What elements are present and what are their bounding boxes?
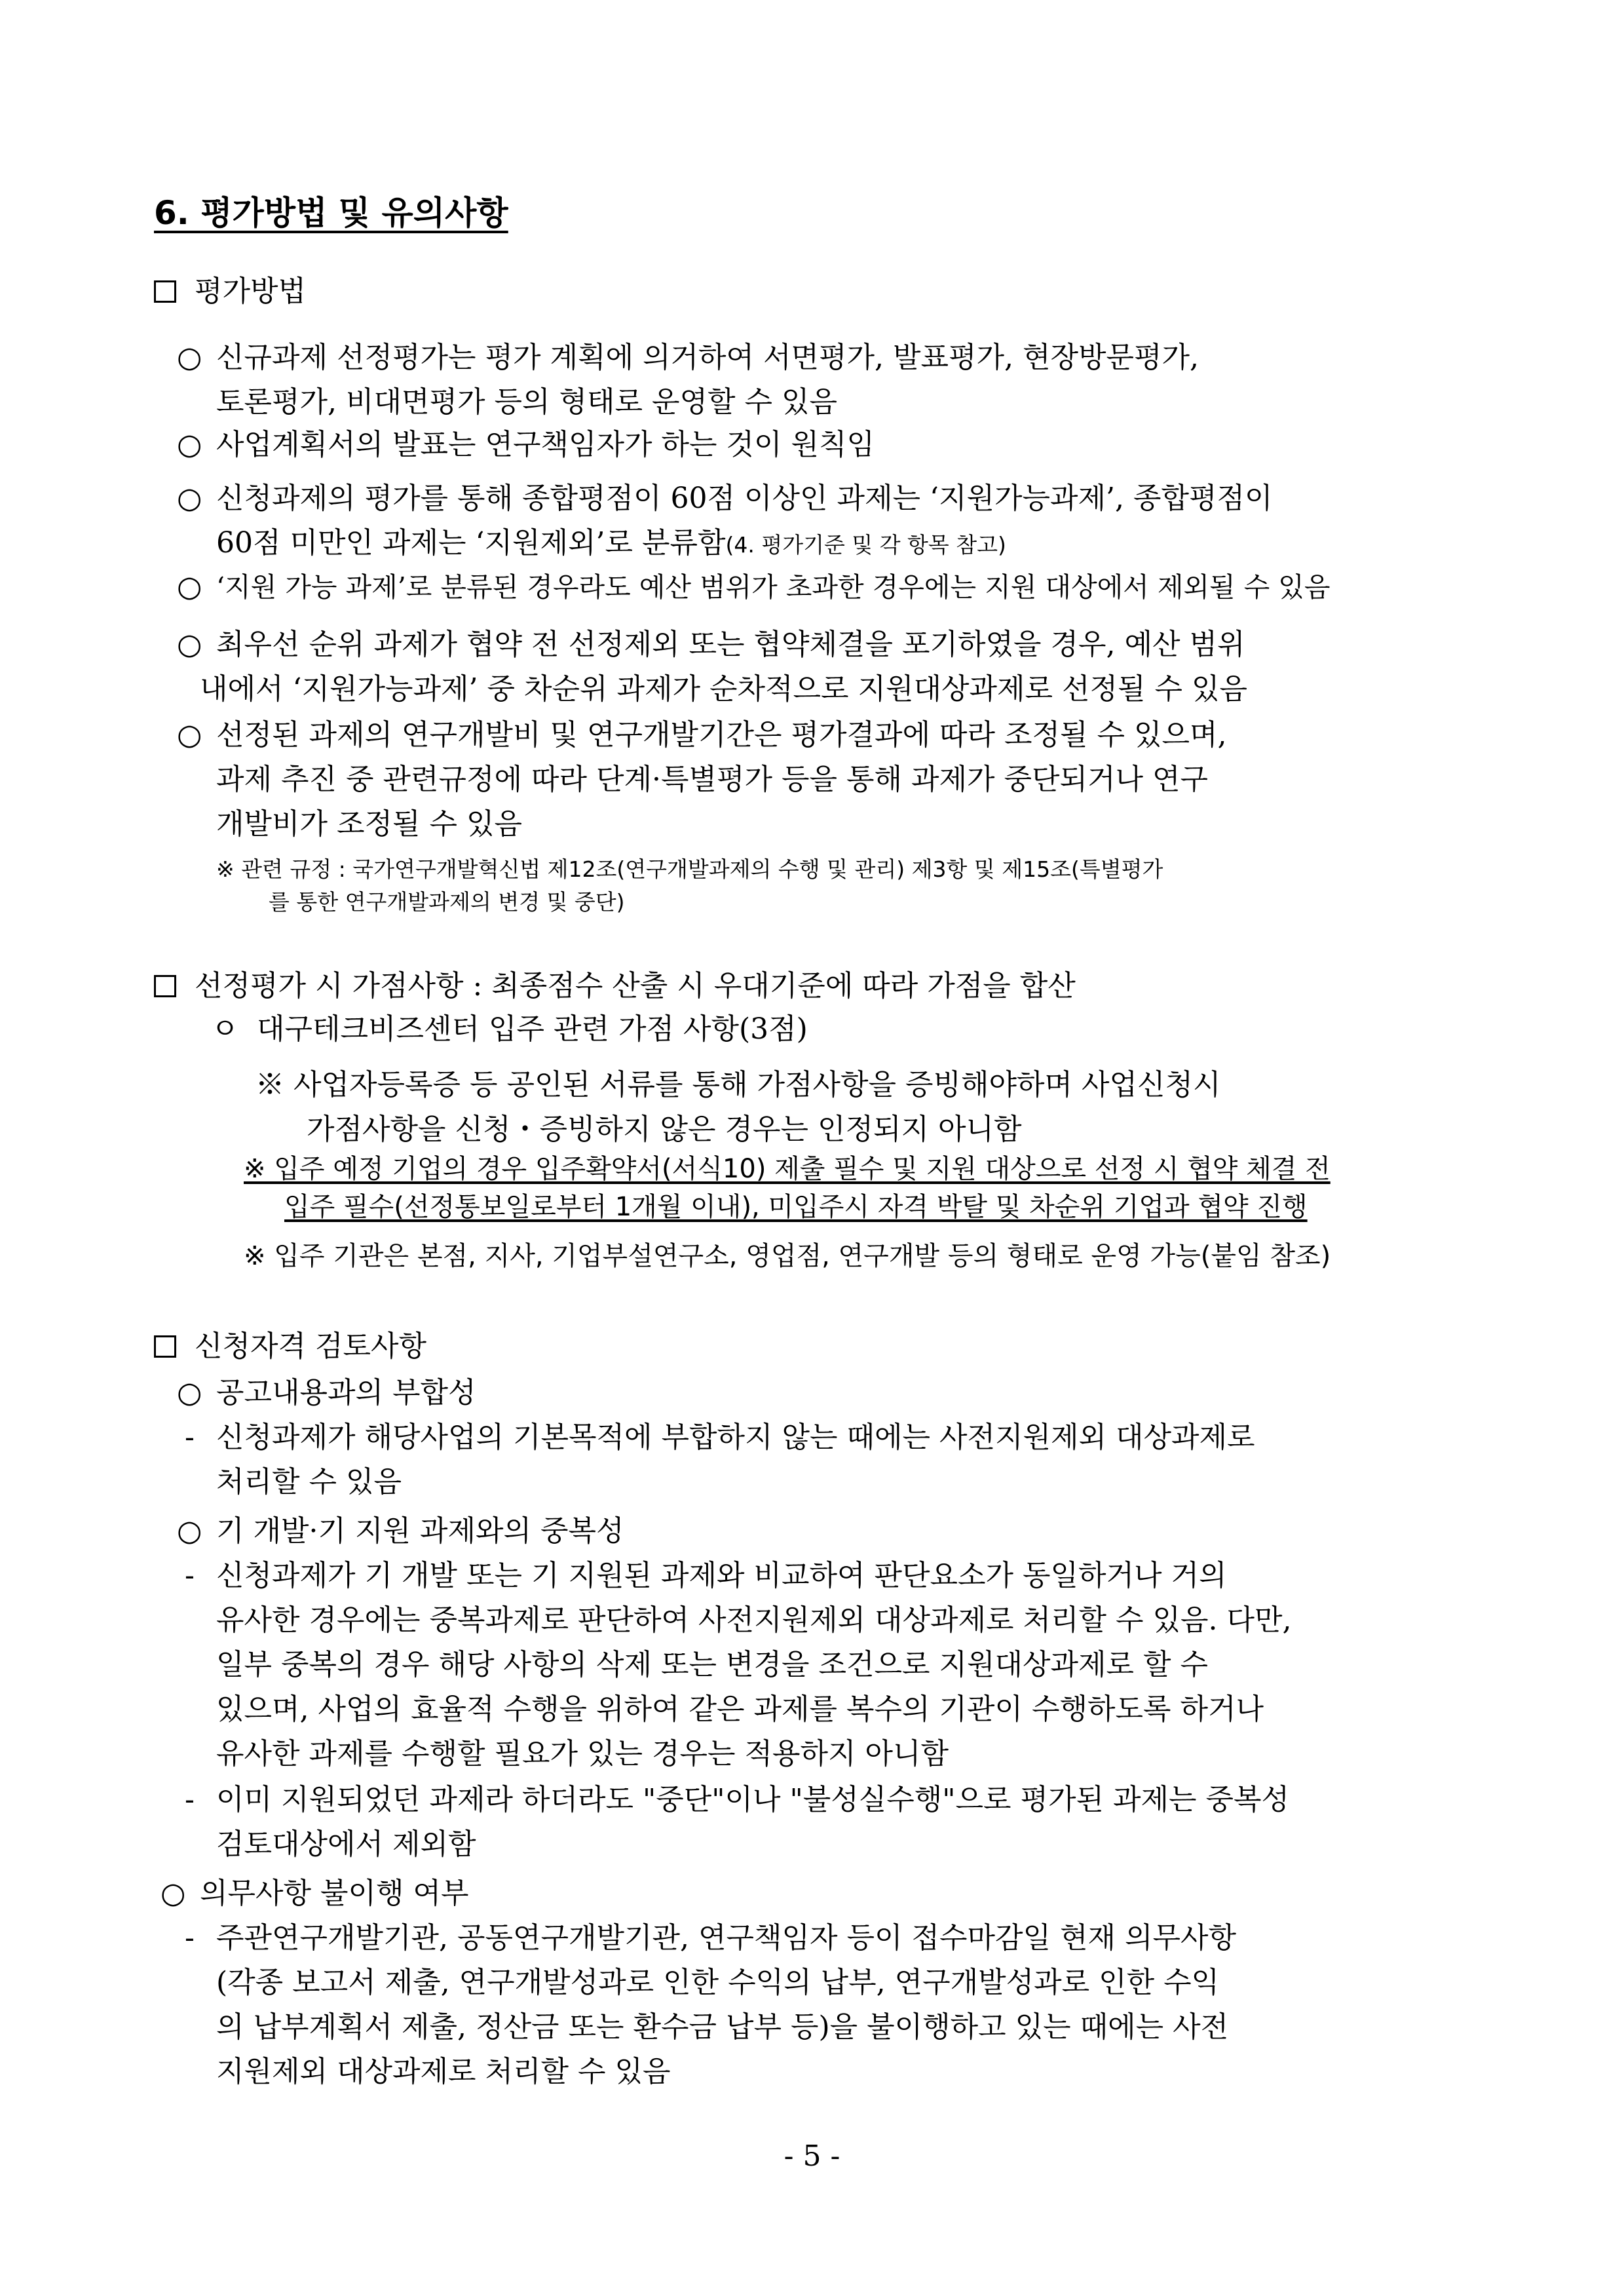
note-line: ※ 사업자등록증 등 공인된 서류를 통해 가점사항을 증빙해야하며 사업신청시 xyxy=(255,1068,1221,1101)
item-line: 기 개발·기 지원 과제와의 중복성 xyxy=(216,1514,624,1548)
item-line: 이미 지원되었던 과제라 하더라도 "중단"이나 "불성실수행"으로 평가된 과제는 중복성 xyxy=(216,1783,1289,1816)
checkbox-square-icon xyxy=(154,975,176,997)
checkbox-square-icon xyxy=(154,280,176,303)
section-heading: 선정평가 시 가점사항 : 최종점수 산출 시 우대기준에 따라 가점을 합산 xyxy=(195,969,1076,1003)
item-line: 과제 추진 중 관련규정에 따라 단계·특별평가 등을 통해 과제가 중단되거나 연구 xyxy=(216,763,1208,796)
circle-bullet-icon: ○ xyxy=(177,341,202,374)
regulation-note xyxy=(216,853,1163,919)
note-line: ※ 관련 규정 : 국가연구개발혁신법 제12조(연구개발과제의 수행 및 관리) 제3항 및 제15조(특별평가 xyxy=(216,856,1163,882)
document-page: 6. 평가방법 및 유의사항 평가방법 ○ 신규과제 선정평가는 평가 계획에 의거하여 서면평가, 발표평가, 현장방문평가, 토론평가, 비대면평가 등의 형태로 운영할 수 있음 ○ 사업계획서의 발표는 연구책임자가 하는 것이 원칙임 ○ 신청과제의 평가를 통해 종합평점이 60점 이상인 과제는 ‘지원가능과제’, 종합평점이 60점 미만인 과제는 ‘지원제외’로 분류함(4. 평가기준 및 각 항목 참고) ○ ‘지원 가능 과제’로 분류된 경우라도 예산 범위가 초과한 경우에는 지원 대상에서 제외될 수 있음 ○ 최우선 순위 과제가 협약 전 선정제외 또는 협약체결을 포기하였을 경우, 예산 범위 내에서 ‘지원가능과제’ 중 차순위 과제가 순차적으로 지원대상과제로 선정될 수 있음 ○ 선정된 과제의 연구개발비 및 연구개발기간은 평가결과에 따라 조정될 수 있으며, 과제 추진 중 관련규정에 따라 단계·특별평가 등을 통해 과제가 중단되거나 연구 개발비가 조정될 수 있음 ※ 관련 규정 : 국가연구개발혁신법 제12조(연구개발과제의 수행 및 관리) 제3항 및 제15조(특별평가 를 통한 연구개발과제의 변경 및 중단) 선정평가 시 가점사항 : 최종점수 산출 시 우대기준에 따라 가점을 합산 ㅇ 대구테크비즈센터 입주 관련 가점 사항(3점) ※ 사업자등록증 등 공인된 서류를 통해 가점사항을 증빙해야하며 사업신청시 가점사항을 신청・증빙하지 않은 경우는 인정되지 아니함 ※ 입주 예정 기업의 경우 입주확약서(서식10) 제출 필수 및 지원 대상으로 선정 시 협약 체결 전 입주 필수(선정통보일로부터 1개월 이내), 미입주시 자격 박탈 및 차순위 기업과 협약 진행 ※ 입주 기관은 본점, 지사, 기업부설연구소, 영업점, 연구개발 등의 형태로 운영 가능(붙임 참조) 신청자격 검토사항 ○ 공고내용과의 부합성 - 신청과제가 해당사업의 기본목적에 부합하지 않는 때에는 사전지원제외 대상과제로 처리할 수 있음 ○ 기 개발·기 지원 과제와의 중복성 - 신청과제가 기 개발 또는 기 지원된 과제와 비교하여 판단요소가 동일하거나 거의 유사한 경우에는 중복과제로 판단하여 사전지원제외 대상과제로 처리할 수 있음. 다만, 일부 중복의 경우 해당 사항의 삭제 또는 변경을 조건으로 지원대상과제로 할 수 있으며, 사업의 효율적 수행을 위하여 같은 과제를 복수의 기관이 수행하도록 하거나 유사한 과제를 수행할 필요가 있는 경우는 적용하지 아니함 - 이미 지원되었던 과제라 하더라도 "중단"이나 "불성실수행"으로 평가된 과제는 중복성 검토대상에서 제외함 ○ 의무사항 불이행 여부 - 주관연구개발기관, 공동연구개발기관, 연구책임자 등이 접수마감일 현재 의무사항 (각종 보고서 제출, 연구개발성과로 인한 수익의 납부, 연구개발성과로 인한 수익 의 납부계획서 제출, 정산금 또는 환수금 납부 등)을 불이행하고 있는 때에는 사전 지원제외 대상과제로 처리할 수 있음 - 5 - xyxy=(0,0,1624,2296)
item-line: 신청과제가 기 개발 또는 기 지원된 과제와 비교하여 판단요소가 동일하거나 거의 xyxy=(216,1559,1227,1592)
circle-bullet-icon: ○ xyxy=(177,428,202,461)
page-number: - 5 - xyxy=(784,2139,840,2173)
item-line: 일부 중복의 경우 해당 사항의 삭제 또는 변경을 조건으로 지원대상과제로 할 수 xyxy=(216,1648,1208,1681)
checkbox-square-icon xyxy=(154,1335,176,1358)
section-bonus-points xyxy=(154,962,1076,1004)
note-line: ※ 입주 기관은 본점, 지사, 기업부설연구소, 영업점, 연구개발 등의 형태로 운영 가능(붙임 참조) xyxy=(244,1241,1331,1271)
circle-bullet-icon: ○ xyxy=(177,1376,202,1409)
note-line: 를 통한 연구개발과제의 변경 및 중단) xyxy=(269,889,625,915)
item-line: 검토대상에서 제외함 xyxy=(216,1827,476,1861)
circle-bullet-icon: ○ xyxy=(161,1877,186,1910)
reference-note: (4. 평가기준 및 각 항목 참고) xyxy=(725,532,1006,558)
section-evaluation-method xyxy=(154,267,306,309)
section-eligibility-review xyxy=(154,1322,426,1364)
move-in-note xyxy=(244,1150,1331,1226)
item-line: 신규과제 선정평가는 평가 계획에 의거하여 서면평가, 발표평가, 현장방문평가, xyxy=(216,341,1199,374)
item-line: 지원제외 대상과제로 처리할 수 있음 xyxy=(216,2055,671,2088)
circle-bullet-icon: ○ xyxy=(177,570,202,603)
operation-note xyxy=(244,1237,1331,1275)
section-heading: 평가방법 xyxy=(195,275,307,308)
item-line: 내에서 ‘지원가능과제’ 중 차순위 과제가 순차적으로 지원대상과제로 선정될 수 있음 xyxy=(200,672,1247,706)
item-line: 유사한 경우에는 중복과제로 판단하여 사전지원제외 대상과제로 처리할 수 있음. 다만, xyxy=(216,1603,1292,1637)
item-line: 선정된 과제의 연구개발비 및 연구개발기간은 평가결과에 따라 조정될 수 있으며, xyxy=(216,718,1227,752)
item-line: 공고내용과의 부합성 xyxy=(216,1376,476,1409)
circle-bullet-icon: ㅇ xyxy=(211,1012,239,1046)
note-line: ※ 입주 예정 기업의 경우 입주확약서(서식10) 제출 필수 및 지원 대상으로 선정 시 협약 체결 전 xyxy=(244,1154,1331,1184)
note-line: 입주 필수(선정통보일로부터 1개월 이내), 미입주시 자격 박탈 및 차순위 기업과 협약 진행 xyxy=(284,1192,1308,1222)
item-line: (각종 보고서 제출, 연구개발성과로 인한 수익의 납부, 연구개발성과로 인한 수익 xyxy=(216,1966,1220,1999)
circle-bullet-icon: ○ xyxy=(177,482,202,515)
item-line: 개발비가 조정될 수 있음 xyxy=(216,807,522,841)
item-line: 주관연구개발기관, 공동연구개발기관, 연구책임자 등이 접수마감일 현재 의무사항 xyxy=(216,1921,1237,1955)
section-heading: 신청자격 검토사항 xyxy=(195,1330,427,1363)
item-line: 대구테크비즈센터 입주 관련 가점 사항(3점) xyxy=(257,1012,808,1046)
item-line: 사업계획서의 발표는 연구책임자가 하는 것이 원칙임 xyxy=(216,428,875,461)
item-line: 신청과제가 해당사업의 기본목적에 부합하지 않는 때에는 사전지원제외 대상과제로 xyxy=(216,1421,1255,1454)
item-line: 최우선 순위 과제가 협약 전 선정제외 또는 협약체결을 포기하였을 경우, 예산 범위 xyxy=(216,628,1245,661)
item-line: 처리할 수 있음 xyxy=(216,1465,402,1499)
item-line: ‘지원 가능 과제’로 분류된 경우라도 예산 범위가 초과한 경우에는 지원 대상에서 제외될 수 있음 xyxy=(216,571,1331,603)
note-line: 가점사항을 신청・증빙하지 않은 경우는 인정되지 아니함 xyxy=(307,1113,1022,1146)
item-line: 있으며, 사업의 효율적 수행을 위하여 같은 과제를 복수의 기관이 수행하도록 하거나 xyxy=(216,1693,1264,1726)
circle-bullet-icon: ○ xyxy=(177,1514,202,1548)
item-line: 의무사항 불이행 여부 xyxy=(200,1877,469,1910)
item-line: 60점 미만인 과제는 ‘지원제외’로 분류함 xyxy=(216,526,726,560)
section-title: 6. 평가방법 및 유의사항 xyxy=(154,194,508,232)
item-line: 유사한 과제를 수행할 필요가 있는 경우는 적용하지 아니함 xyxy=(216,1737,949,1770)
item-line: 토론평가, 비대면평가 등의 형태로 운영할 수 있음 xyxy=(216,385,837,419)
item-line: 신청과제의 평가를 통해 종합평점이 60점 이상인 과제는 ‘지원가능과제’, 종합평점이 xyxy=(216,482,1273,515)
item-line: 의 납부계획서 제출, 정산금 또는 환수금 납부 등)을 불이행하고 있는 때에는 사전 xyxy=(216,2010,1229,2044)
circle-bullet-icon: ○ xyxy=(177,718,202,752)
circle-bullet-icon: ○ xyxy=(177,628,202,661)
